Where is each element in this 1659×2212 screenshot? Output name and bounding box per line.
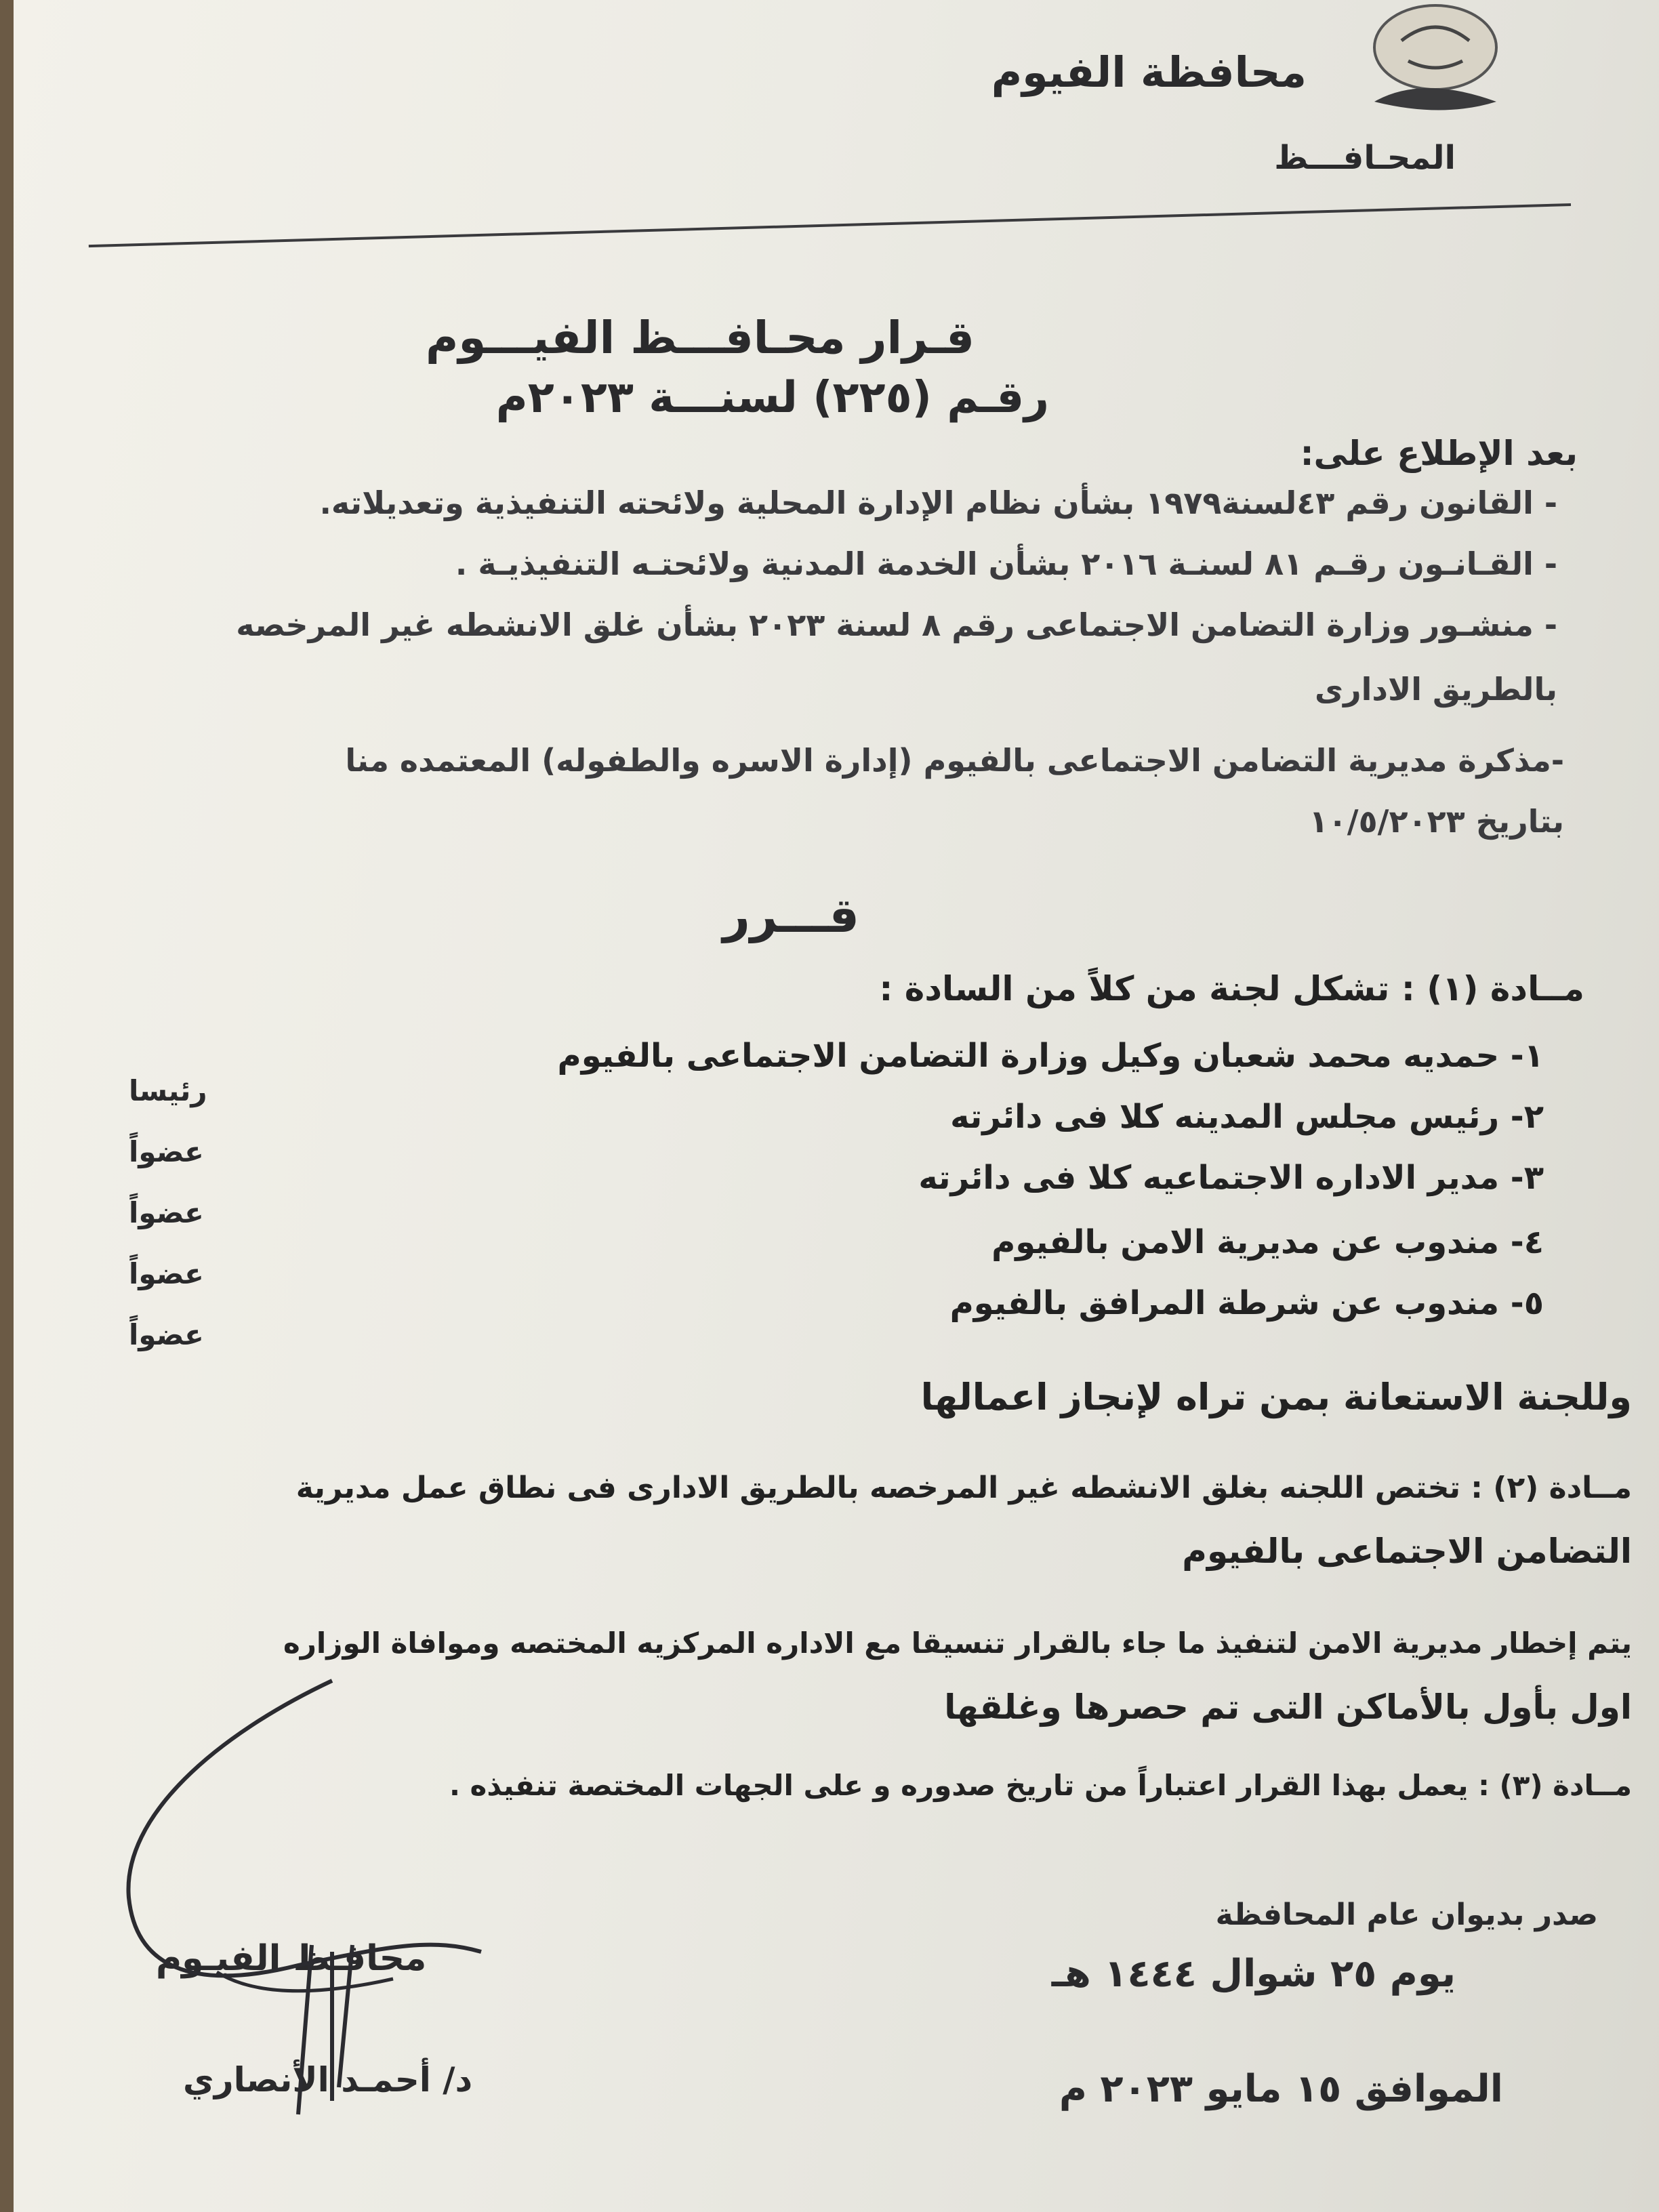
recital-item: - القانون رقم ٤٣لسنة١٩٧٩ بشأن نظام الإدارة المحلية ولائحته التنفيذية وتعديلاته. [319,485,1557,521]
member-item: ٣- مدير الاداره الاجتماعيه كلا فى دائرته [918,1159,1544,1197]
gregorian-date: الموافق ١٥ مايو ٢٠٢٣ م [1059,2067,1503,2111]
article-2-line: اول بأول بالأماكن التى تم حصرها وغلقها [944,1687,1632,1727]
member-item: ٤- مندوب عن مديرية الامن بالفيوم [991,1223,1544,1261]
issued-place: صدر بديوان عام المحافظة [1215,1898,1598,1932]
decree-title: قـرار محـافـــظ الفيـــوم [425,312,975,364]
hijri-date: يوم ٢٥ شوال ١٤٤٤ هـ [1051,1952,1456,1996]
signatory-title: محافـظ الفيـوم [156,1938,427,1979]
member-item: ٥- مندوب عن شرطة المرافق بالفيوم [949,1284,1544,1322]
article-2-line: التضامن الاجتماعى بالفيوم [1182,1532,1632,1571]
recitals-intro: بعد الإطلاع على: [1300,434,1578,473]
member-role: عضواً [129,1318,204,1351]
decision-heading: قـــرر [722,888,859,943]
article-3: مــادة (٣) : يعمل بهذا القرار اعتباراً من تاريخ صدوره و على الجهات المختصة تنفيذه . [449,1769,1632,1802]
member-item: ١- حمديه محمد شعبان وكيل وزارة التضامن الاجتماعى بالفيوم [557,1037,1544,1075]
recital-item: -مذكرة مديرية التضامن الاجتماعى بالفيوم (إدارة الاسره والطفوله) المعتمده منا [345,742,1564,779]
member-role: عضواً [129,1196,204,1229]
member-role: عضواً [129,1135,204,1168]
recital-item: بتاريخ ١٠/٥/٢٠٢٣ [1309,803,1564,840]
member-role: رئيسا [129,1074,207,1107]
member-item: ٢- رئيس مجلس المدينه كلا فى دائرته [950,1098,1544,1136]
recital-item: - منشـور وزارة التضامن الاجتماعى رقم ٨ لسنة ٢٠٢٣ بشأن غلق الانشطه غير المرخصه [236,607,1557,643]
recital-item: بالطريق الادارى [1314,671,1557,708]
article-1-heading: مــادة (١) : تشكل لجنة من كلاً من السادة : [879,969,1584,1008]
decree-document [14,0,1659,2212]
decree-number: رقـم (٢٢٥) لسنـــة ٢٠٢٣م [495,373,1049,423]
committee-note: وللجنة الاستعانة بمن تراه لإنجاز اعمالها [920,1376,1632,1418]
header-divider [89,203,1571,247]
signatory-name: د/ أحمـد الأنصاري [183,2060,473,2100]
member-role: عضواً [129,1257,204,1290]
governorate-name: محافظة الفيوم [991,47,1307,97]
recital-item: - القـانـون رقـم ٨١ لسنـة ٢٠١٦ بشأن الخدمة المدنية ولائحتـه التنفيذيـة . [455,546,1557,582]
office-label: المحـافـــظ [1274,139,1456,177]
governorate-emblem-stamp [1361,0,1503,119]
article-2-line: يتم إخطار مديرية الامن لتنفيذ ما جاء بالقرار تنسيقا مع الاداره المركزيه المختصه وموافاة الوزاره [283,1626,1632,1660]
article-2-line: مــادة (٢) : تختص اللجنه بغلق الانشطه غير المرخصه بالطريق الادارى فى نطاق عمل مديرية [295,1471,1632,1505]
